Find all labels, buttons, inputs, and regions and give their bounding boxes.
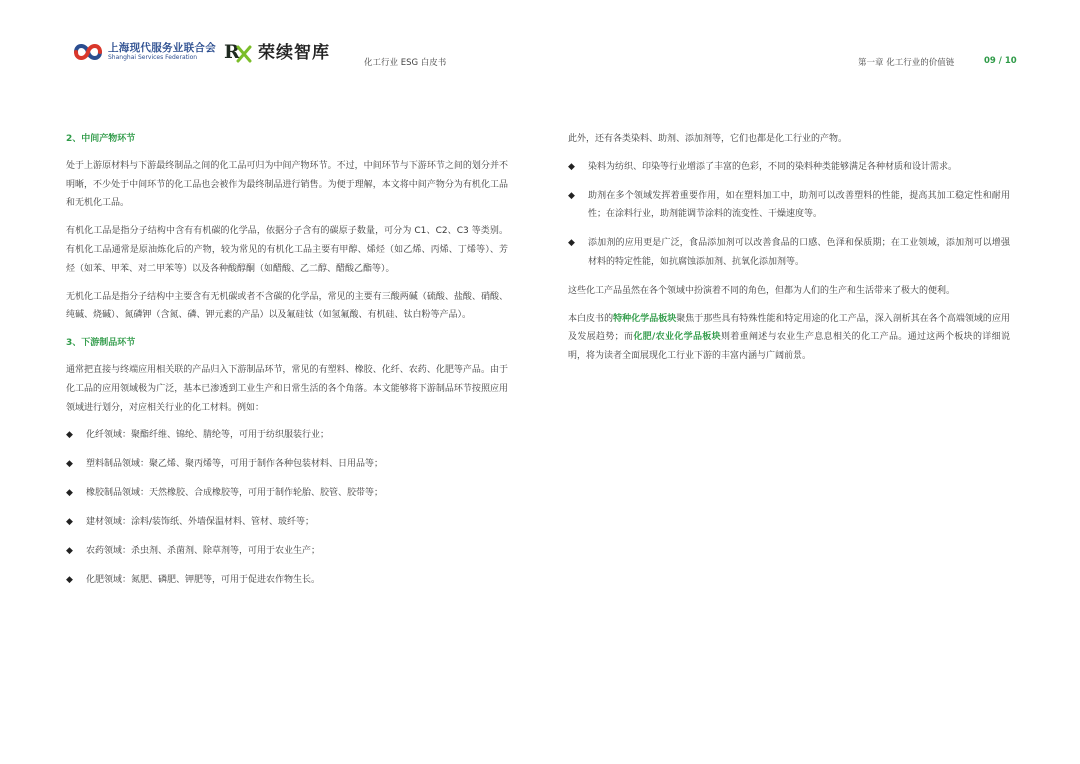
paragraph: 有机化工品是指分子结构中含有有机碳的化学品，依据分子含有的碳原子数量，可分为 C1、C2、C3 等类别。有机化工品通常是原油炼化后的产物，较为常见的有机化工品主要有甲醇、烯烃（如乙烯、丙烯、丁烯等）、芳烃（如苯、甲苯、对二甲苯等）以及各种酸醇酮（如醋酸、乙二醇、醋酸乙酯等）。: [66, 226, 508, 274]
ssf-logo-cn: 上海现代服务业联合会: [108, 42, 216, 54]
paragraph-highlighted: 本白皮书的特种化学品板块聚焦于那些具有特殊性能和特定用途的化工产品，深入剖析其在各个高端领域的应用及发展趋势；而化肥/农业化学品板块则着重阐述与农业生产息息相关的化工产品。通过这两个板块的详细说明，将为读者全面展现化工行业下游的丰富内涵与广阔前景。: [568, 313, 1010, 362]
list-item: ◆ 建材领域：涂料/装饰纸、外墙保温材料、管材、玻纤等；: [66, 513, 508, 532]
bullet-list: [568, 158, 1010, 272]
document-title: 化工行业 ESG 白皮书: [364, 58, 447, 68]
list-item: ◆ 塑料制品领域：聚乙烯、聚丙烯等，可用于制作各种包装材料、日用品等；: [66, 455, 508, 474]
list-item: ◆ 农药领域：杀虫剂、杀菌剂、除草剂等，可用于农业生产；: [66, 542, 508, 561]
highlight-specialty-chemicals: 特种化学品板块: [613, 313, 677, 324]
list-item: ◆ 橡胶制品领域：天然橡胶、合成橡胶等，可用于制作轮胎、胶管、胶带等；: [66, 484, 508, 503]
page-number: 09 / 10: [984, 56, 1017, 66]
section-title-midstream: 2、中间产物环节: [66, 134, 136, 144]
paragraph: 通常把直接与终端应用相关联的产品归入下游制品环节，常见的有塑料、橡胶、化纤、农药、化肥等产品。由于化工品的应用领域极为广泛，基本已渗透到工业生产和日常生活的各个角落。本文能够将下游制品环节按照应用领域进行划分，对应相关行业的化工材料。例如：: [66, 364, 508, 413]
ssf-logo-icon: [72, 40, 104, 64]
page-header: [0, 0, 1080, 80]
diamond-bullet-icon: ◆: [66, 575, 73, 586]
chapter-title: 第一章 化工行业的价值链: [858, 58, 955, 68]
paragraph: 无机化工品是指分子结构中主要含有无机碳或者不含碳的化学品，常见的主要有三酸两碱（硫酸、盐酸、硝酸、纯碱、烧碱）、氮磷钾（含氮、磷、钾元素的产品）以及氟硅钛（如氢氟酸、有机硅、钛白粉等产品）。: [66, 291, 508, 321]
highlight-fertilizer-agrochem: 化肥/农业化学品板块: [633, 332, 721, 343]
bullet-list: [66, 426, 508, 590]
list-item: ◆ 化纤领域：聚酯纤维、锦纶、腈纶等，可用于纺织服装行业；: [66, 426, 508, 445]
list-item: ◆ 助剂在多个领域发挥着重要作用，如在塑料加工中，助剂可以改善塑料的性能，提高其加工稳定性和耐用性；在涂料行业，助剂能调节涂料的流变性、干燥速度等。: [568, 187, 1010, 225]
section-title-downstream: 3、下游制品环节: [66, 338, 136, 349]
diamond-bullet-icon: ◆: [568, 161, 575, 172]
diamond-bullet-icon: ◆: [66, 430, 73, 441]
right-column: [568, 130, 1010, 375]
ssf-logo-en: Shanghai Services Federation: [108, 54, 198, 61]
rongxu-logo-text: 荣续智库: [258, 43, 330, 63]
diamond-bullet-icon: ◆: [66, 488, 73, 499]
list-item: ◆ 化肥领域：氮肥、磷肥、钾肥等，可用于促进农作物生长。: [66, 571, 508, 590]
rx-logo-icon: [224, 39, 252, 63]
diamond-bullet-icon: ◆: [66, 546, 73, 557]
diamond-bullet-icon: ◆: [568, 190, 575, 201]
diamond-bullet-icon: ◆: [66, 517, 73, 528]
paragraph: 此外，还有各类染料、助剂、添加剂等，它们也都是化工行业的产物。: [568, 134, 848, 144]
left-column: [66, 126, 508, 600]
paragraph: 这些化工产品虽然在各个领域中扮演着不同的角色，但都为人们的生产和生活带来了极大的便利。: [568, 285, 956, 296]
paragraph: 处于上游原材料与下游最终制品之间的化工品可归为中间产物环节。不过，中间环节与下游环节之间的划分并不明晰，不少处于中间环节的化工品也会被作为最终制品进行销售。为便于理解，本文将中间产物分为有机化工品和无机化工品。: [66, 160, 508, 209]
diamond-bullet-icon: ◆: [66, 459, 73, 470]
svg-text:R: R: [224, 40, 240, 63]
rongxu-logo: [224, 38, 330, 63]
ssf-logo: [72, 40, 216, 64]
list-item: ◆ 染料为纺织、印染等行业增添了丰富的色彩，不同的染料种类能够满足各种材质和设计需求。: [568, 158, 1010, 177]
list-item: ◆ 添加剂的应用更是广泛，食品添加剂可以改善食品的口感、色泽和保质期；在工业领域，添加剂可以增强材料的特定性能，如抗腐蚀添加剂、抗氧化添加剂等。: [568, 234, 1010, 272]
diamond-bullet-icon: ◆: [568, 238, 575, 249]
